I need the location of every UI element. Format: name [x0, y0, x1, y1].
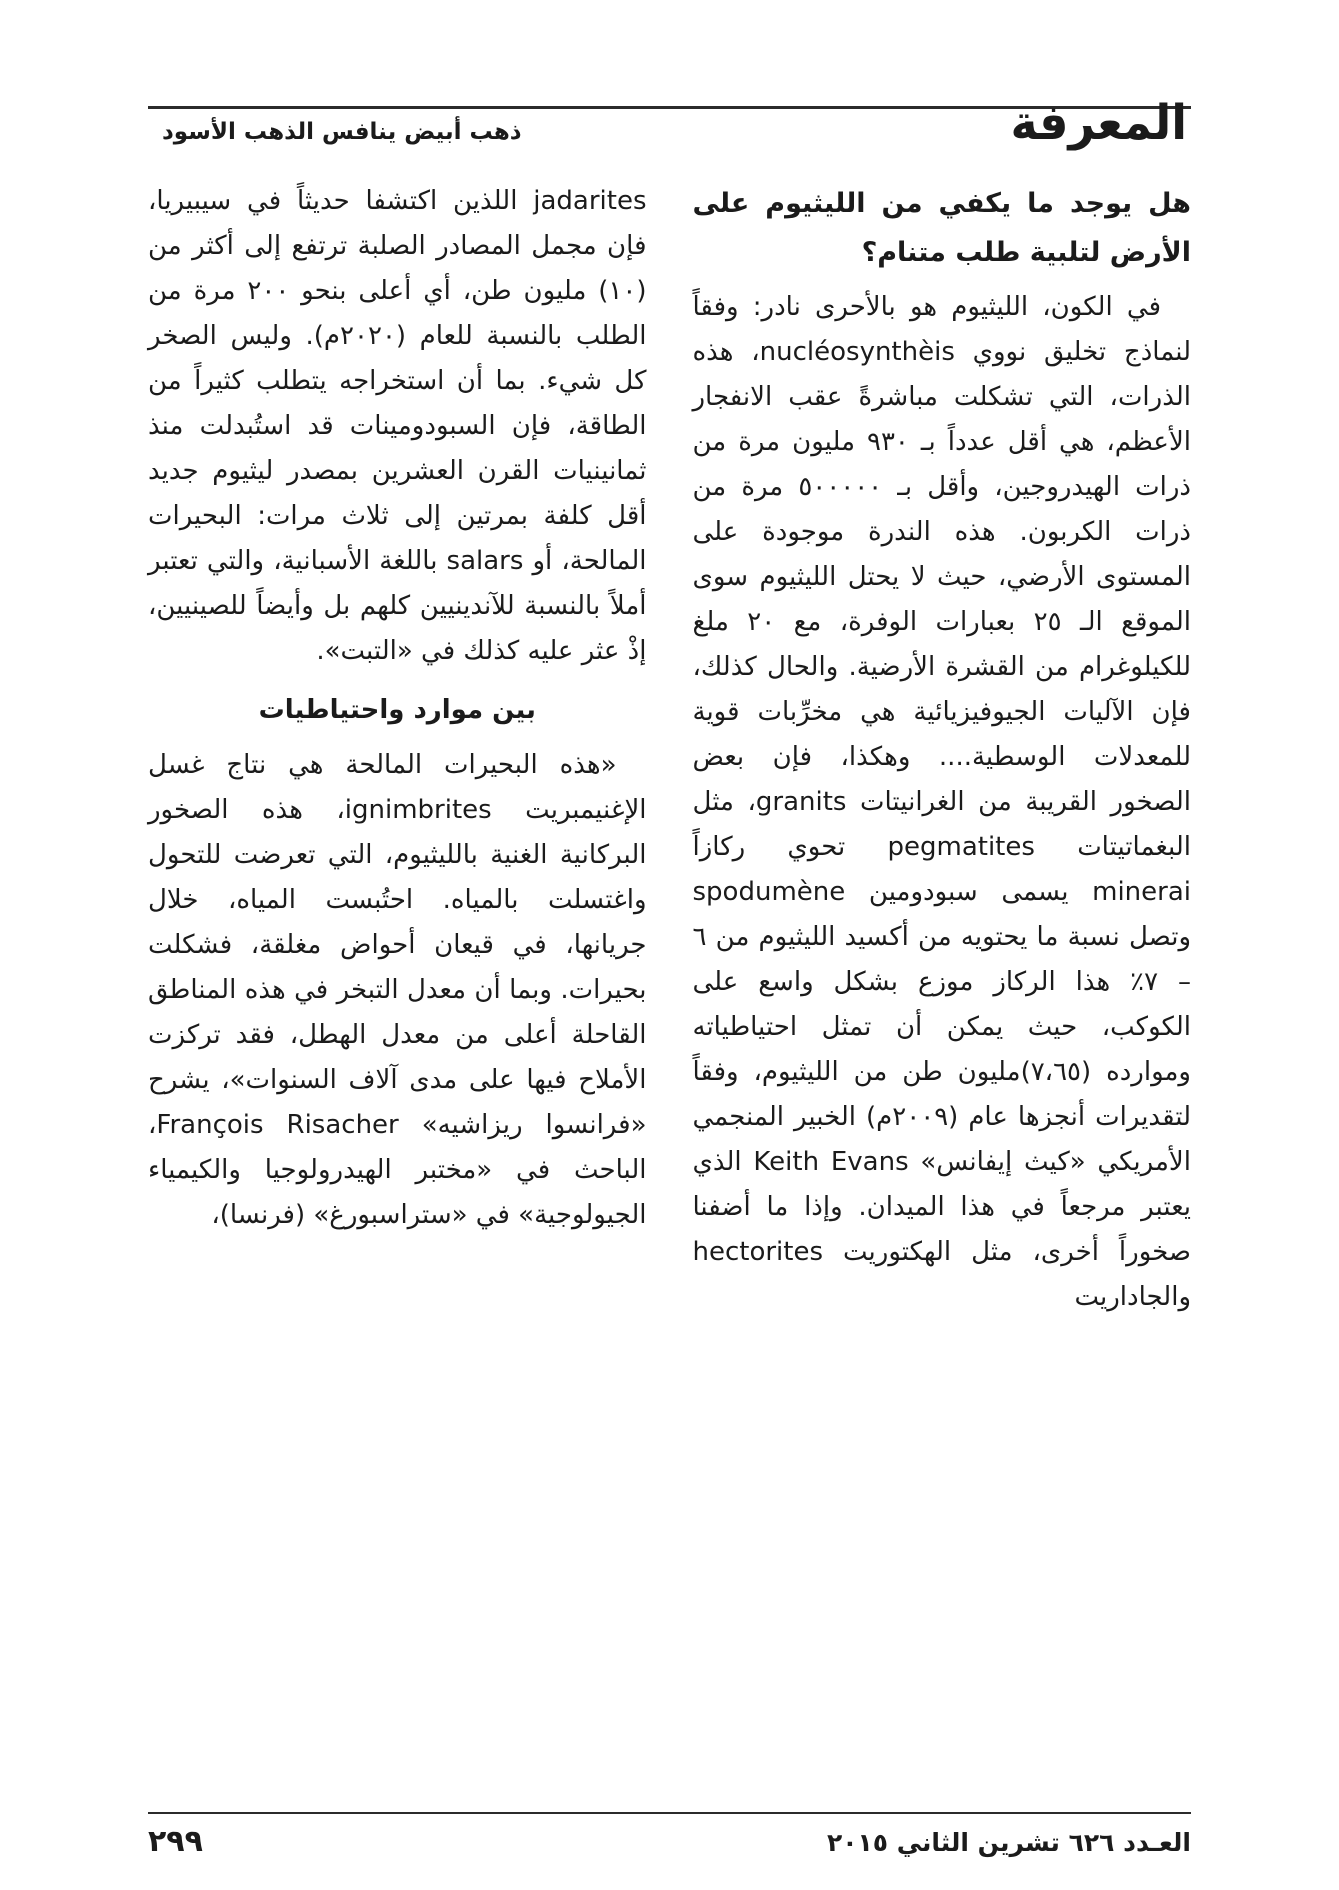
paragraph-left-column: «هذه البحيرات المالحة هي نتاج غسل الإغنيمبريت ignimbrites، هذه الصخور البركانية الغنية بالليثيوم، التي تعرضت للتحول واغتسلت بالمياه. احتُبست المياه، خلال جريانها، في قيعان أحواض مغلقة، فشكلت بحيرات. وبما أن معدل التبخر في هذه المناطق القاحلة أعلى من معدل الهطل، فقد تركزت الأملاح فيها على مدى آلاف السنوات»، يشرح «فرانسوا ريزاشيه» François Risacher، الباحث في «مختبر الهيدرولوجيا والكيمياء الجيولوجية» في «ستراسبورغ» (فرنسا)،: [148, 750, 647, 1230]
page-header: [148, 93, 1191, 151]
running-head-article-title: ذهب أبيض ينافس الذهب الأسود: [162, 119, 522, 145]
footer-page-number: ٢٩٩: [148, 1824, 203, 1859]
article-body: [148, 179, 1191, 1320]
paragraph-continuation: jadarites اللذين اكتشفا حديثاً في سيبيريا، فإن مجمل المصادر الصلبة ترتفع إلى أكثر من (١٠) مليون طن، أي أعلى بنحو ٢٠٠ مرة من الطلب بالنسبة للعام (٢٠٢٠م). وليس الصخر كل شيء. بما أن استخراجه يتطلب كثيراً من الطاقة، فإن السبودومينات قد استُبدلت منذ ثمانينيات القرن العشرين بمصدر ليثيوم جديد أقل كلفة بمرتين إلى ثلاث مرات: البحيرات المالحة، أو salars باللغة الأسبانية، والتي تعتبر أملاً بالنسبة للآندينيين كلهم بل وأيضاً للصينيين، إذْ عثر عليه كذلك في «التبت».: [148, 186, 647, 666]
column-right: [693, 179, 1192, 1320]
page-footer: [148, 1812, 1191, 1859]
magazine-logo: المعرفة: [1010, 93, 1187, 151]
subsection-heading: بين موارد واحتياطيات: [258, 695, 536, 725]
column-left: [148, 179, 647, 1320]
section-heading: هل يوجد ما يكفي من الليثيوم على الأرض لتلبية طلب متنام؟: [692, 188, 1191, 268]
header-row: [148, 93, 1191, 151]
footer-issue-info: العـدد ٦٢٦ تشرين الثاني ٢٠١٥: [826, 1828, 1191, 1857]
paragraph-right-column: في الكون، الليثيوم هو بالأحرى نادر: وفقاً لنماذج تخليق نووي nucléosynthèis، هذه الذرات، التي تشكلت مباشرةً عقب الانفجار الأعظم، هي أقل عدداً بـ ٩٣٠ مليون مرة من ذرات الهيدروجين، وأقل بـ ٥٠٠٠٠٠ مرة من ذرات الكربون. هذه الندرة موجودة على المستوى الأرضي، حيث لا يحتل الليثيوم سوى الموقع الـ ٢٥ بعبارات الوفرة، مع ٢٠ ملغ للكيلوغرام من القشرة الأرضية. والحال كذلك، فإن الآليات الجيوفيزيائية هي مخرِّبات قوية للمعدلات الوسطية.... وهكذا، فإن بعض الصخور القريبة من الغرانيتات granits، مثل البغماتيتات pegmatites تحوي ركازاً minerai يسمى سبودومين spodumène وتصل نسبة ما يحتويه من أكسيد الليثيوم من ٦ – ٧٪ هذا الركاز موزع بشكل واسع على الكوكب، حيث يمكن أن تمثل احتياطياته وموارده (٧،٦٥)مليون طن من الليثيوم، وفقاً لتقديرات أنجزها عام (٢٠٠٩م) الخبير المنجمي الأمريكي «كيث إيفانس» Keith Evans الذي يعتبر مرجعاً في هذا الميدان. وإذا ما أضفنا صخوراً أخرى، مثل الهكتوريت hectorites والجاداريت: [692, 292, 1192, 1312]
